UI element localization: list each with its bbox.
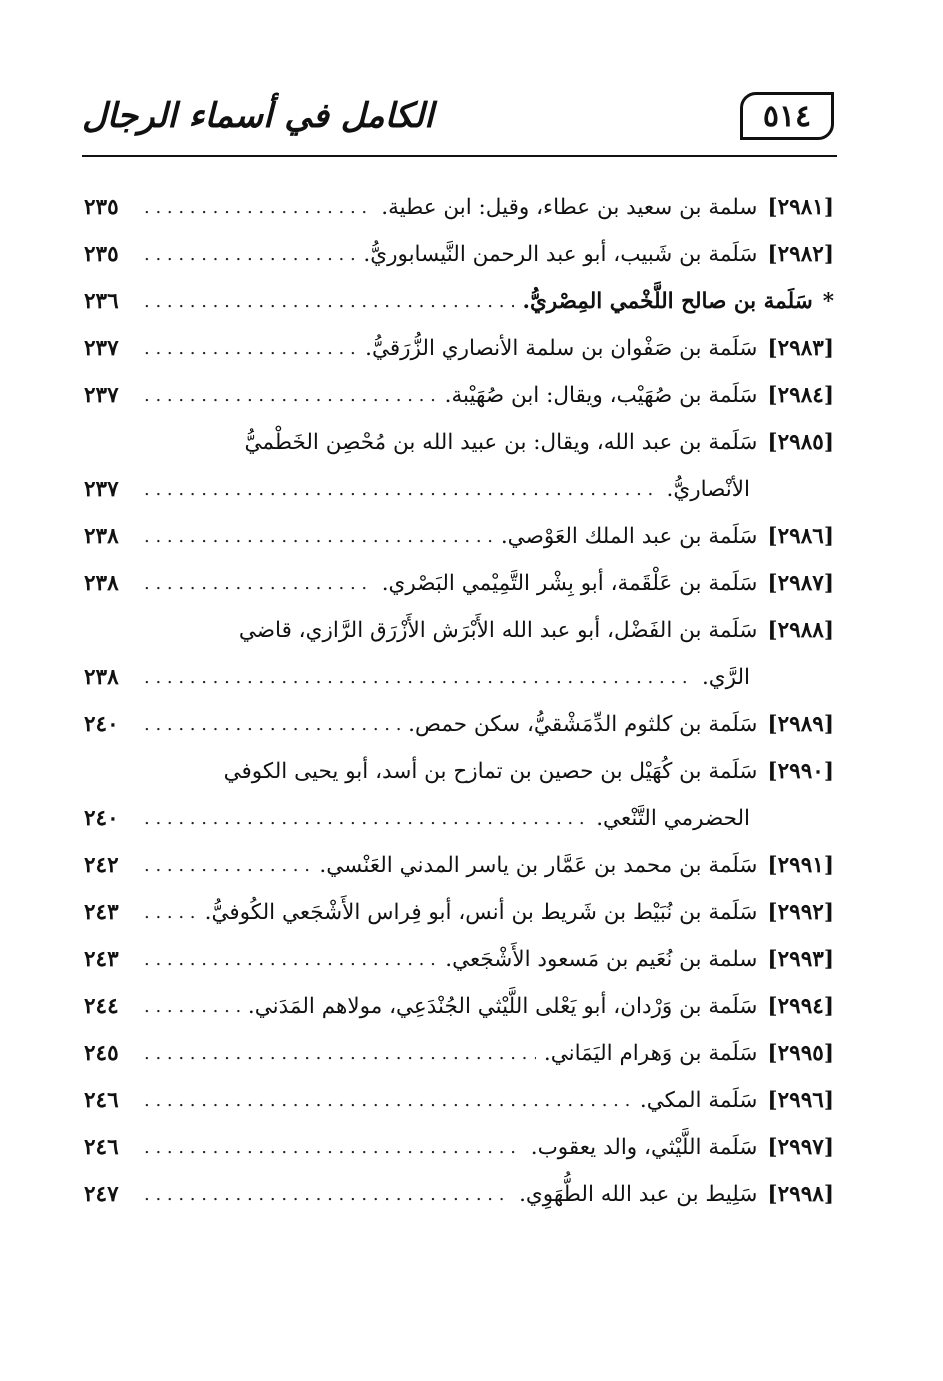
- entry-number: [٢٩٨٧]: [767, 571, 834, 596]
- dot-leader: [144, 526, 493, 547]
- index-entry: [84, 983, 834, 1030]
- entry-name: سَلَمة بن كُهَيْل بن حصين بن تمازح بن أسد، أبو يحيى الكوفي: [223, 759, 758, 784]
- entry-name: سَلَمة اللَّيْثي، والد يعقوب.: [530, 1135, 758, 1160]
- entry-name: سَلَمة بن صَفْوان بن سلمة الأنصاري الزُّرَقيُّ.: [365, 336, 758, 361]
- dot-leader: [144, 1184, 511, 1205]
- index-entry-continuation: [84, 795, 834, 842]
- entry-name: سَلَمة بن عبد الملك العَوْصي.: [500, 524, 758, 549]
- dot-leader: [144, 808, 588, 829]
- entry-number: *: [822, 289, 834, 314]
- dot-leader: [144, 244, 355, 265]
- entry-name-continuation: الأنْصاريُّ.: [666, 477, 750, 502]
- entry-page: ٢٤٤: [84, 994, 119, 1019]
- index-entry: [84, 513, 834, 560]
- index-entry: [84, 889, 834, 936]
- entry-page: ٢٤٧: [84, 1182, 119, 1207]
- entry-name: سَلَمة بن عَلْقَمة، أبو بِشْر التَّمِيْمي البَصْري.: [381, 571, 758, 596]
- book-title: الكامل في أسماء الرجال: [82, 96, 434, 136]
- entry-page: ٢٣٥: [84, 195, 119, 220]
- index-list: [84, 184, 834, 1218]
- index-entry: [84, 701, 834, 748]
- entry-name-continuation: الحضرمي التَّنْعي.: [596, 806, 750, 831]
- entry-number: [٢٩٨٢]: [767, 242, 834, 267]
- entry-page: ٢٤٣: [84, 900, 119, 925]
- index-entry: [84, 1030, 834, 1077]
- entry-name: سَلَمة بن كلثوم الدِّمَشْقيُّ، سكن حمص.: [408, 712, 758, 737]
- index-entry: [84, 325, 834, 372]
- dot-leader: [144, 385, 437, 406]
- dot-leader: [144, 1090, 632, 1111]
- dot-leader: [144, 667, 694, 688]
- index-entry: [84, 231, 834, 278]
- entry-page: ٢٣٥: [84, 242, 119, 267]
- entry-page: ٢٤٢: [84, 853, 119, 878]
- entry-number: [٢٩٩٤]: [767, 994, 834, 1019]
- index-entry: [84, 1077, 834, 1124]
- dot-leader: [144, 338, 357, 359]
- index-entry-continuation: [84, 654, 834, 701]
- dot-leader: [144, 479, 659, 500]
- entry-number: [٢٩٨٥]: [767, 430, 834, 455]
- entry-page: ٢٤٠: [84, 806, 119, 831]
- index-entry: [84, 607, 834, 654]
- entry-page: ٢٣٧: [84, 477, 119, 502]
- entry-page: ٢٣٦: [84, 289, 119, 314]
- entry-number: [٢٩٩٥]: [767, 1041, 834, 1066]
- dot-leader: [144, 714, 400, 735]
- entry-name: سَلَمة بن نُبَيْط بن شَريط بن أنس، أبو فِراس الأَشْجَعي الكُوفيُّ.: [204, 900, 758, 925]
- entry-number: [٢٩٨٣]: [767, 336, 834, 361]
- index-entry: [84, 278, 834, 325]
- entry-page: ٢٣٨: [84, 665, 119, 690]
- entry-number: [٢٩٨٨]: [767, 618, 834, 643]
- dot-leader: [144, 1043, 536, 1064]
- entry-name: سلمة بن سعيد بن عطاء، وقيل: ابن عطية.: [381, 195, 758, 220]
- dot-leader: [144, 902, 197, 923]
- dot-leader: [144, 1137, 523, 1158]
- index-entry: [84, 419, 834, 466]
- page-header: [82, 92, 836, 150]
- dot-leader: [144, 855, 311, 876]
- entry-number: [٢٩٩٦]: [767, 1088, 834, 1113]
- index-entry: [84, 560, 834, 607]
- entry-name: سَلَمة بن صُهَيْب، ويقال: ابن صُهَيْبة.: [444, 383, 758, 408]
- entry-name: سَلَمة بن صالح اللَّخْمي المِصْريُّ.: [522, 289, 813, 314]
- dot-leader: [144, 291, 514, 312]
- entry-name: سَلِيط بن عبد الله الطُّهَوِي.: [519, 1182, 758, 1207]
- index-entry: [84, 748, 834, 795]
- index-entry: [84, 1124, 834, 1171]
- entry-page: ٢٣٨: [84, 524, 119, 549]
- entry-name-continuation: الرَّي.: [701, 665, 750, 690]
- index-entry: [84, 372, 834, 419]
- entry-page: ٢٤٠: [84, 712, 119, 737]
- entry-page: ٢٣٨: [84, 571, 119, 596]
- entry-name: سَلَمة بن عبد الله، ويقال: بن عبيد الله بن مُحْصِن الخَطْميُّ: [244, 430, 758, 455]
- dot-leader: [144, 996, 240, 1017]
- entry-number: [٢٩٨١]: [767, 195, 834, 220]
- entry-number: [٢٩٩١]: [767, 853, 834, 878]
- entry-number: [٢٩٨٩]: [767, 712, 834, 737]
- index-entry: [84, 1171, 834, 1218]
- entry-number: [٢٩٩٠]: [767, 759, 834, 784]
- entry-number: [٢٩٩٢]: [767, 900, 834, 925]
- index-entry: [84, 842, 834, 889]
- entry-name: سَلَمة المكي.: [639, 1088, 758, 1113]
- entry-number: [٢٩٩٣]: [767, 947, 834, 972]
- dot-leader: [144, 573, 374, 594]
- entry-page: ٢٤٣: [84, 947, 119, 972]
- entry-page: ٢٤٥: [84, 1041, 119, 1066]
- index-entry-continuation: [84, 466, 834, 513]
- header-rule: [82, 155, 837, 157]
- entry-name: سَلَمة بن محمد بن عَمَّار بن ياسر المدني العَنْسي.: [319, 853, 758, 878]
- entry-number: [٢٩٩٨]: [767, 1182, 834, 1207]
- entry-number: [٢٩٨٤]: [767, 383, 834, 408]
- entry-page: ٢٣٧: [84, 336, 119, 361]
- entry-page: ٢٤٦: [84, 1135, 119, 1160]
- dot-leader: [144, 949, 437, 970]
- entry-name: سلمة بن نُعَيم بن مَسعود الأَشْجَعي.: [445, 947, 758, 972]
- entry-name: سَلَمة بن شَبيب، أبو عبد الرحمن النَّيسابوريُّ.: [363, 242, 758, 267]
- dot-leader: [144, 197, 373, 218]
- index-entry: [84, 184, 834, 231]
- entry-name: سَلَمة بن وَهرام اليَمَاني.: [543, 1041, 758, 1066]
- entry-page: ٢٣٧: [84, 383, 119, 408]
- entry-name: سَلَمة بن الفَضْل، أبو عبد الله الأَبْرَش الأَزْرَق الرَّازي، قاضي: [238, 618, 758, 643]
- entry-name: سَلَمة بن وَرْدان، أبو يَعْلى اللَّيْثي الجُنْدَعِي، مولاهم المَدَني.: [247, 994, 758, 1019]
- page-number: ٥١٤: [740, 92, 834, 140]
- entry-number: [٢٩٩٧]: [767, 1135, 834, 1160]
- entry-number: [٢٩٨٦]: [767, 524, 834, 549]
- index-entry: [84, 936, 834, 983]
- entry-page: ٢٤٦: [84, 1088, 119, 1113]
